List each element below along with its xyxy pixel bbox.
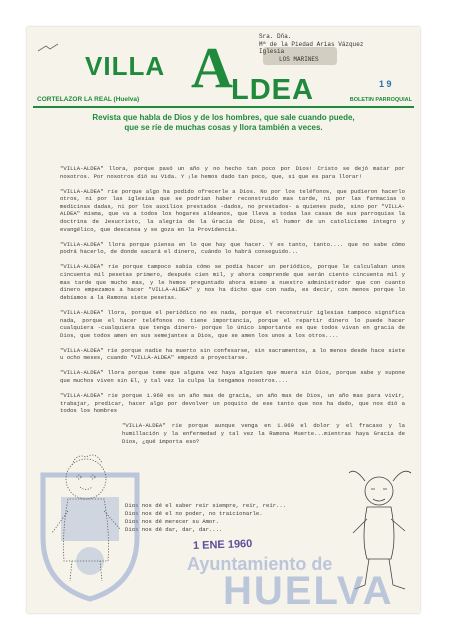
verse-line: Dios nos dé merecer su Amor. <box>125 518 219 525</box>
address-line: Sra. Dña. <box>259 33 292 40</box>
paragraph: "VILLA-ALDEA" ríe porque tampoco sabía cómo se podía hacer un periódico, porque le calculaban unos cincuenta mil pesetas primero, después cien mil, y ahora comprende que serán ciento cincuenta mil y mas tarde que mucho mas, y le hemos preguntado ahora mismo a nuestro administrador que con cuanto dinero empezamos a hacer "VILLA-ALDEA" y nos ha dicho que con nada, es decir, con menos porque lo debíamos a la Ramona siete pesetas. <box>60 263 405 301</box>
masthead-title-left: VILLA <box>85 51 166 81</box>
child-drawing-icon <box>42 441 128 591</box>
date-stamp: 1 ENE 1960 <box>192 537 253 553</box>
address-label <box>259 33 385 63</box>
article-body <box>60 165 405 453</box>
pencil-mark-icon <box>37 43 59 53</box>
masthead-location: CORTELAZOR LA REAL (Huelva) <box>37 96 140 103</box>
masthead-rule <box>33 106 414 108</box>
verse-line: Dios nos dé el saber reír siempre, reír, reír... <box>125 502 287 509</box>
paragraph: "VILLA-ALDEA" ríe porque algo ha podido ofrecerle a Dios. No por los teléfonos, que pudieron hacerlo otros, ni por las iglesias que se podrían haber reconstruido mas tarde, ni por las farmacias o medicinas dadas, ni por los auxilios prestados -dados, no prestados- a quienes pudo, sino por "VILLA-ALDEA" misma, que va a todos los hogares aldeanos, que lleva a todas las casas de sus parroquias la doctrina de Jesucristo, la alegría de la Gracia de Dios, el humor de un catolicismo íntegro y evangélico, que descansa y se goza en la Providencia. <box>60 187 405 233</box>
tagline-line: Revista que habla de Dios y de los hombres, que sale cuando puede, <box>92 113 355 122</box>
tagline-line: que se ríe de muchas cosas y llora también a veces. <box>124 123 323 133</box>
verse-line: Dios nos dé el no poder, no traicionarle. <box>125 510 263 517</box>
watermark-text: Ayuntamiento de <box>187 554 333 574</box>
tagline <box>57 113 390 133</box>
paragraph: "VILLA-ALDEA" llora porque piensa en lo que hay que hacer. Y es tanto, tanto.... que no sabe cómo podrá hacerlo, de donde sacará el dinero, cuándo lo habrá conseguido... <box>60 240 405 256</box>
paragraph: "VILLA-ALDEA" llora, porque pasó un año y no hecho tan poco por Dios! Cristo se dejó matar por nosotros. Por nosotros dió su Vida. Y ¡le hemos dado tan poco, que, si que es para llorar! <box>60 165 405 180</box>
issue-number: 1 9 <box>379 79 392 89</box>
masthead-title-initial: A <box>191 35 233 100</box>
address-line: Mª de la Piedad Arias Vázquez <box>259 40 364 48</box>
paragraph: "VILLA-ALDEA" llora, porque el periódico no es nada, porque el reconstruir iglesias tampoco significa nada, porque el hacer teléfonos no tiene importancia, porque el repartir dinero lo puede hacer cualquiera -cualquiera que tenga dinero- porque lo único importante es que todos vivan en gracia de Dios, que todos amen en sus semejantes a Dios, que se amen los unos a los otros.... <box>60 308 405 339</box>
verse-line: Dios nos dé dar, dar, dar.... <box>125 526 223 533</box>
paragraph: "VILLA-ALDEA" ríe porque 1.960 es un año mas de gracia, un año mas de Dios, un año mas para vivir, trabajar, predicar, hacer algo por devolver un poquito de ese tanto que nos ha dado, que nos dió a todos los hombres <box>60 392 405 415</box>
closing-verses <box>125 502 286 534</box>
masthead-title-right: LDEA <box>231 74 314 106</box>
paragraph: "VILLA-ALDEA" ríe porque nadie ha muerto sin confesarse, sin sacramentos, a lo menos desde hace siete u ocho meses, cuando "VILLA-ALDEA" empezó a proyectarse. <box>60 346 405 362</box>
address-line: LOS MARINES <box>279 55 319 63</box>
paragraph: "VILLA-ALDEA" ríe porque aunque venga en 1.960 el dolor y el fracaso y la humillación y la enfermedad y tal vez la Ramona Muerte...mientras haya Gracia de Dios, ¿qué importa eso? <box>122 422 405 445</box>
paragraph: "VILLA-ALDEA" llora porque teme que alguna vez haya alguien que muera sin Dios, porque sabe y supone que muchos viven sin El, y tal vez la culpa la tengamos nosotros.... <box>60 369 405 385</box>
watermark-city: HUELVA <box>223 569 394 613</box>
masthead-bulletin-label: BOLETIN PARROQUIAL <box>349 97 412 103</box>
address-line: Iglesia <box>259 48 285 56</box>
document-page <box>27 27 420 613</box>
